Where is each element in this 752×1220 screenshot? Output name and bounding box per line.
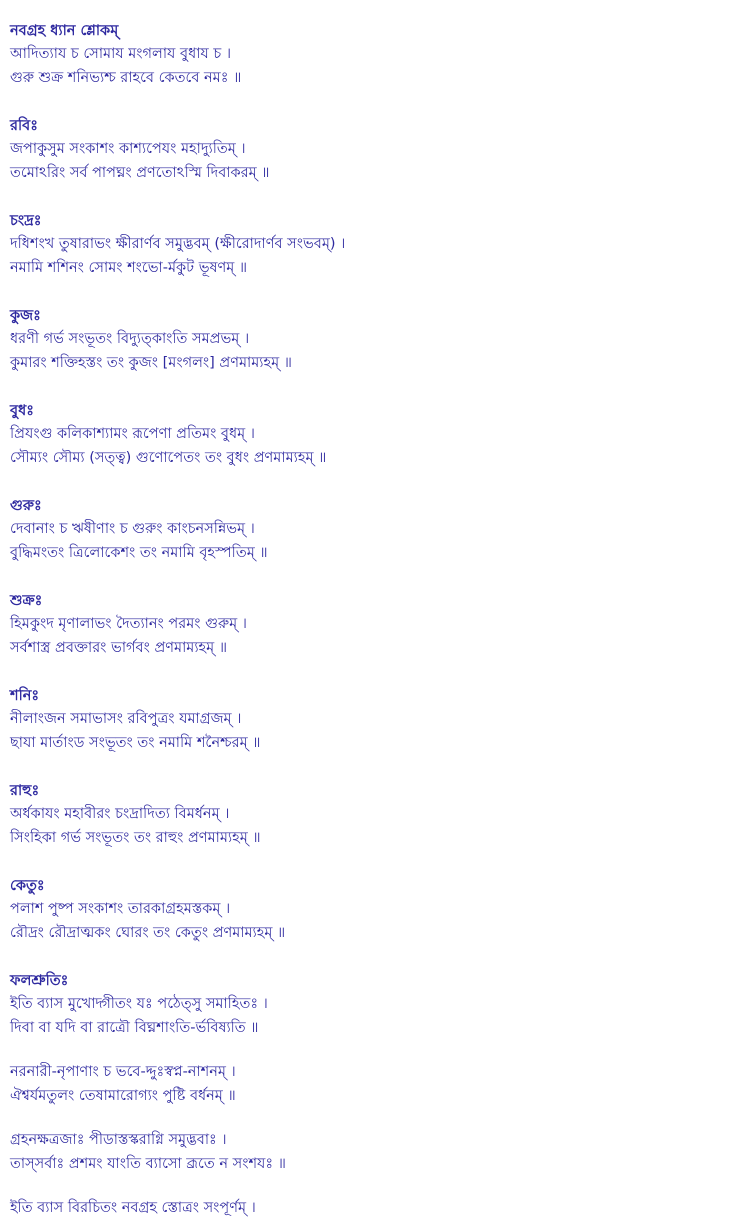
- section-heading: শুক্রঃ: [10, 593, 43, 609]
- intro-section: [10, 20, 752, 90]
- section-heading: বুধঃ: [10, 403, 34, 419]
- verse-line: বুদ্ধিমংতং ত্রিলোকেশং তং নমামি বৃহস্পতিম্ ॥: [10, 545, 268, 561]
- verse-section-kuja: [10, 305, 752, 375]
- verse-section-rahu: [10, 780, 752, 850]
- verse-line: দেবানাং চ ঋষীণাং চ গুরুং কাংচনসন্নিভম্ ।: [10, 521, 255, 537]
- verse-line: গুরু শুক্র শনিভ্যশ্চ রাহবে কেতবে নমঃ ॥: [10, 70, 242, 86]
- verse-line: ধরণী গর্ভ সংভূতং বিদ্যুত্কাংতি সমপ্রভম্ ।: [10, 331, 250, 347]
- verse-section-budha: [10, 400, 752, 470]
- verse-line: তাস্সর্বাঃ প্রশমং যাংতি ব্যাসো ব্রূতে ন সংশযঃ ॥: [10, 1156, 286, 1172]
- verse-section-shukra: [10, 590, 752, 660]
- verse-section-ravi: [10, 115, 752, 185]
- verse-line: সিংহিকা গর্ভ সংভূতং তং রাহুং প্রণমাম্যহম্ ॥: [10, 830, 261, 846]
- section-heading: কেতুঃ: [10, 878, 45, 894]
- verse-line: পলাশ পুষ্প সংকাশং তারকাগ্রহমস্তকম্ ।: [10, 901, 231, 917]
- verse-line: হিমকুংদ মৃণালাভং দৈত্যানং পরমং গুরুম্ ।: [10, 616, 247, 632]
- section-heading: রাহুঃ: [10, 783, 40, 799]
- verse-section-phalashruti: [10, 970, 752, 1040]
- verse-section-shani: [10, 685, 752, 755]
- verse-section-phalashruti-2: [10, 1060, 752, 1108]
- verse-line: ছাযা মার্তাংড সংভূতং তং নমামি শনৈশ্চরম্ ॥: [10, 735, 261, 751]
- verse-line: জপাকুসুম সংকাশং কাশ্যপেযং মহাদ্যুতিম্ ।: [10, 141, 246, 157]
- verse-line: আদিত্যায চ সোমায মংগলায বুধায চ ।: [10, 46, 231, 62]
- colophon-line: ইতি ব্যাস বিরচিতং নবগ্রহ স্তোত্রং সংপূর্ণম্ ।: [10, 1200, 256, 1216]
- section-heading: ফলশ্রুতিঃ: [10, 973, 69, 989]
- verse-line: গ্রহনক্ষত্রজাঃ পীডাস্তস্করাগ্নি সমুদ্ভবাঃ ।: [10, 1132, 227, 1148]
- verse-line: দধিশংখ তুষারাভং ক্ষীরার্ণব সমুদ্ভবম্ (ক্ষীরোদার্ণব সংভবম্) ।: [10, 236, 346, 252]
- section-heading: গুরুঃ: [10, 498, 42, 514]
- verse-line: অর্ধকাযং মহাবীরং চংদ্রাদিত্য বিমর্ধনম্ ।: [10, 806, 230, 822]
- verse-line: সৌম্যং সৌম্য (সত্ত্ব) গুণোপেতং তং বুধং প্রণমাম্যহম্ ॥: [10, 450, 327, 466]
- verse-line: কুমারং শক্তিহস্তং তং কুজং [মংগলং] প্রণমাম্যহম্ ॥: [10, 355, 292, 371]
- verse-section-ketu: [10, 875, 752, 945]
- verse-line: সর্বশাস্ত্র প্রবক্তারং ভার্গবং প্রণমাম্যহম্ ॥: [10, 640, 228, 656]
- verse-line: নমামি শশিনং সোমং শংভো-র্মকুট ভূষণম্ ॥: [10, 260, 248, 276]
- verse-section-chandra: [10, 210, 752, 280]
- colophon-section: [10, 1196, 752, 1220]
- verse-section-phalashruti-3: [10, 1128, 752, 1176]
- verse-line: নীলাংজন সমাভাসং রবিপুত্রং যমাগ্রজম্ ।: [10, 711, 242, 727]
- verse-line: ঐশ্বর্যমতুলং তেষামারোগ্যং পুষ্টি বর্ধনম্ ॥: [10, 1088, 236, 1104]
- verse-line: দিবা বা যদি বা রাত্রৌ বিঘ্নশাংতি-র্ভবিষ্যতি ॥: [10, 1020, 259, 1036]
- verse-line: রৌদ্রং রৌদ্রাত্মকং ঘোরং তং কেতুং প্রণমাম্যহম্ ॥: [10, 925, 286, 941]
- verse-line: তমোঽরিং সর্ব পাপঘ্নং প্রণতোঽস্মি দিবাকরম্ ॥: [10, 165, 270, 181]
- verse-line: প্রিযংগু কলিকাশ্যামং রূপেণা প্রতিমং বুধম্ ।: [10, 426, 255, 442]
- section-heading: কুজঃ: [10, 308, 41, 324]
- verse-section-guru: [10, 495, 752, 565]
- verse-line: নরনারী-নৃপাণাং চ ভবে-দ্দুঃস্বপ্ন-নাশনম্ ।: [10, 1064, 236, 1080]
- section-heading: শনিঃ: [10, 688, 40, 704]
- section-heading: চংদ্রঃ: [10, 213, 42, 229]
- verse-line: ইতি ব্যাস মুখোদ্গীতং যঃ পঠেত্সু সমাহিতঃ ।: [10, 996, 268, 1012]
- section-heading: রবিঃ: [10, 118, 38, 134]
- document-title: নবগ্রহ ধ্যান শ্লোকম্: [10, 23, 119, 39]
